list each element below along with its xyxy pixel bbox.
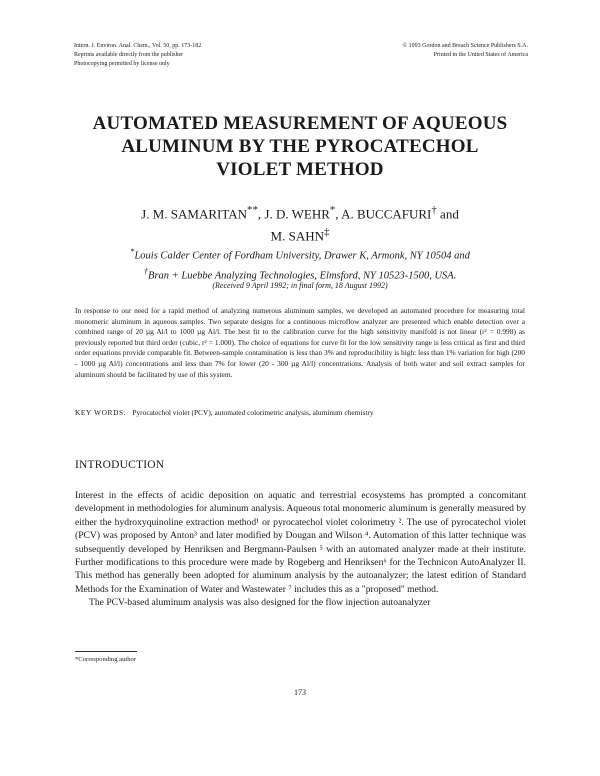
author-line-1 bbox=[80, 201, 520, 223]
title-line-2: ALUMINUM BY THE PYROCATECHOL bbox=[121, 136, 479, 157]
affiliation-line bbox=[70, 244, 530, 264]
corresponding-mark: * bbox=[252, 204, 258, 216]
affiliation-mark: * bbox=[247, 204, 253, 216]
author-name: J. M. SAMARITAN bbox=[141, 206, 248, 222]
received-dates: (Received 9 April 1992; in final form, 18 August 1992) bbox=[212, 281, 388, 290]
title-line-3: VIOLET METHOD bbox=[216, 159, 384, 180]
affiliation-text: Louis Calder Center of Fordham University, Drawer K, Armonk, NY 10504 and bbox=[134, 250, 470, 262]
photocopy-line: Photocopying permitted by license only bbox=[74, 61, 170, 67]
body-text bbox=[75, 489, 526, 610]
article-title bbox=[60, 112, 540, 181]
author-name: M. SAHN bbox=[270, 228, 325, 244]
keywords-label: KEY WORDS: bbox=[75, 408, 127, 417]
affiliation-mark: * bbox=[329, 204, 336, 216]
footnote: *Corresponding author bbox=[75, 656, 136, 663]
author-line-2 bbox=[80, 223, 520, 245]
printed-line: Printed in the United States of America bbox=[433, 52, 528, 58]
keywords bbox=[75, 408, 525, 419]
affiliation-mark: † bbox=[431, 204, 437, 216]
page-number: 173 bbox=[294, 688, 306, 697]
citation-line: Intern. J. Environ. Anal. Chem., Vol. 50, pp. 173-182 bbox=[74, 43, 202, 49]
affiliation-mark: ‡ bbox=[324, 226, 330, 239]
affiliation-text: Bran + Luebbe Analyzing Technologies, Elmsford, NY 10523-1500, USA. bbox=[148, 270, 457, 281]
reprints-line: Reprints available directly from the publisher bbox=[74, 52, 184, 58]
paragraph: The PCV-based aluminum analysis was also designed for the flow injection autoanalyzer bbox=[89, 597, 431, 609]
footnote-divider bbox=[75, 651, 137, 652]
copyright-line: © 1993 Gordon and Breach Science Publishers S.A. bbox=[402, 43, 528, 49]
keywords-text: Pyrocatechol violet (PCV), automated colorimetric analysis, aluminum chemistry bbox=[132, 408, 374, 417]
author-name: , A. BUCCAFURI bbox=[335, 206, 432, 222]
publisher-header bbox=[344, 42, 528, 60]
affiliations bbox=[70, 244, 530, 283]
section-heading: INTRODUCTION bbox=[75, 459, 165, 471]
journal-citation-header bbox=[74, 42, 264, 69]
author-name: , J. D. WEHR bbox=[257, 206, 330, 222]
author-conjunction: and bbox=[436, 206, 459, 222]
affiliation-mark: * bbox=[130, 246, 135, 256]
title-line-1: AUTOMATED MEASUREMENT OF AQUEOUS bbox=[92, 113, 508, 134]
author-list bbox=[80, 201, 520, 246]
paragraph: Interest in the effects of acidic deposition on aquatic and terrestrial ecosystems has prompted a concomitant development in methodologies for aluminum analysis. Aqueous total monomeric aluminum is generally measured by either the hydroxyquinoline extraction method¹ or pyrocatechol violet colorimetry ². The use of pyrocatechol violet (PCV) was proposed by Anton³ and later modified by Dougan and Wilson ⁴. Automation of this latter technique was subsequently developed by Henriksen and Bergmann-Paulsen ⁵ with an automated analyzer made at their institute. Further modifications to this procedure were made by Rogeberg and Henriksen⁶ for the Technicon AutoAnalyzer II. This method has generally been adopted for aluminum analysis by the autoanalyzer; the latest edition of Standard Methods for the Examination of Water and Wastewater ⁷ includes this as a "proposed" method. bbox=[75, 490, 526, 595]
affiliation-mark: † bbox=[143, 265, 149, 276]
abstract: In response to our need for a rapid method of analyzing numerous aluminum samples, we developed an automated procedure for measuring total monomeric aluminum in aqueous samples. Two separate designs for a continuous microflow analyzer are presented which enable detection over a combined range of 20 µg Al/l to 1000 µg Al/l. The best fit to the calibration curve for the high sensitivity manifold is not linear (r² = 0.998) as previously reported but third order (cubic, r² = 1.000). The choice of equations for curve fit for the low sensitivity range is less critical as first and third order equations provide comparable fit. Between-sample contamination is less than 3% and reproducibility is high: less than 1% variation for high (200 - 1000 µg Al/l) concentrations and less than 7% for lower (20 - 300 µg Al/l) concentrations. Analysis of both water and soil extract samples for aluminum should be facilitated by use of this system. bbox=[75, 306, 525, 379]
